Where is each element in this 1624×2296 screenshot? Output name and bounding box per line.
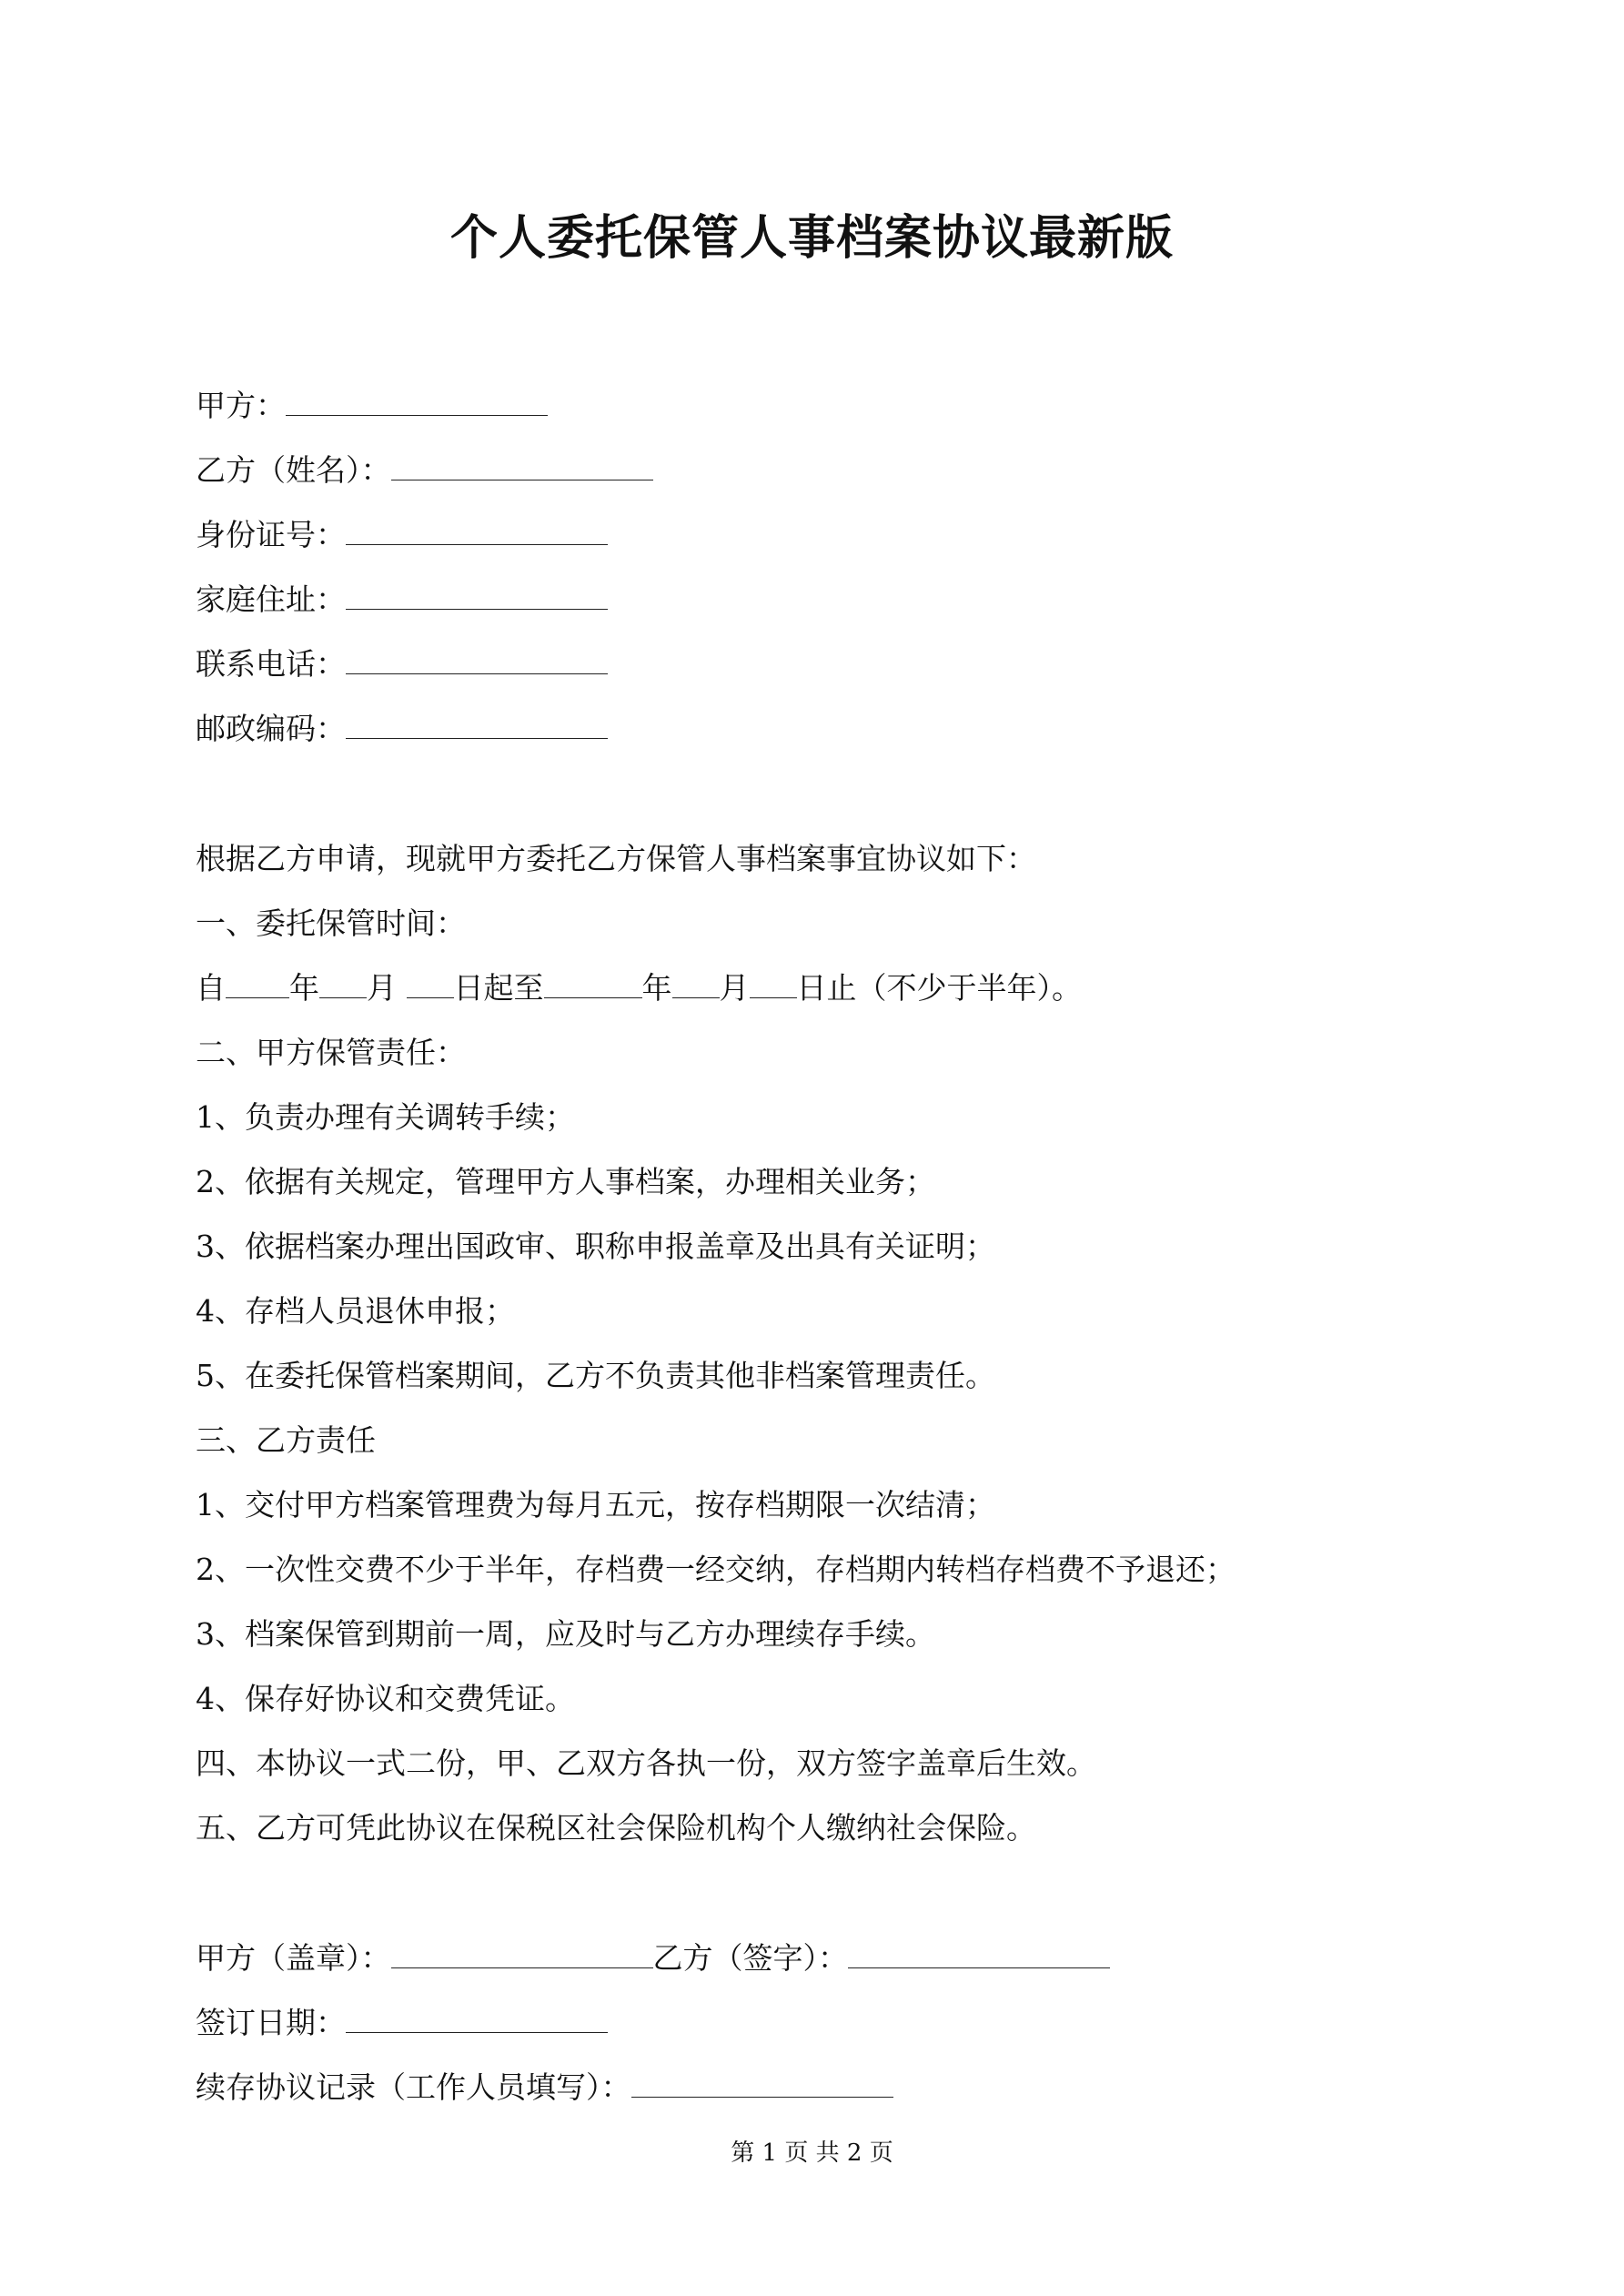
section2-item: 1、负责办理有关调转手续； — [196, 1099, 575, 1135]
period-month2: 月 — [719, 970, 750, 1006]
party-b-label: 乙方（姓名）： — [196, 452, 391, 488]
signature-line — [196, 1938, 1110, 1978]
sign-date-label: 签订日期： — [196, 2005, 346, 2040]
section3-item: 2、一次性交费不少于半年，存档费一经交纳，存档期内转档存档费不予退还； — [196, 1552, 1236, 1587]
period-from: 自 — [196, 970, 226, 1006]
sign-date-field[interactable] — [346, 2005, 608, 2033]
phone-field[interactable] — [346, 646, 608, 674]
phone-label: 联系电话： — [196, 646, 346, 682]
renewal-record-field[interactable] — [631, 2069, 893, 2098]
section5-text: 五、乙方可凭此协议在保税区社会保险机构个人缴纳社会保险。 — [196, 1810, 1036, 1846]
party-b-name-field[interactable] — [391, 452, 653, 480]
period-year1: 年 — [289, 970, 319, 1006]
section2-heading: 二、甲方保管责任： — [196, 1035, 466, 1070]
renewal-record-line — [196, 2068, 893, 2108]
address-label: 家庭住址： — [196, 582, 346, 617]
end-day-field[interactable] — [750, 970, 797, 998]
end-year-field[interactable] — [544, 970, 642, 998]
section4-text: 四、本协议一式二份，甲、乙双方各执一份，双方签字盖章后生效。 — [196, 1745, 1096, 1781]
section2-item: 3、依据档案办理出国政审、职称申报盖章及出具有关证明； — [196, 1229, 995, 1264]
party-b-sign-field[interactable] — [848, 1940, 1110, 1968]
party-b-sign-label: 乙方（签字）： — [652, 1940, 848, 1976]
party-a-seal-label: 甲方（盖章）： — [196, 1940, 391, 1976]
end-month-field[interactable] — [672, 970, 720, 998]
page-footer: 第 1 页 共 2 页 — [731, 2139, 893, 2167]
period-day2-end: 日止（不少于半年）。 — [796, 970, 1082, 1006]
section3-heading: 三、乙方责任 — [196, 1422, 376, 1458]
id-number-label: 身份证号： — [196, 517, 346, 552]
period-day1-to: 日起至 — [453, 970, 544, 1006]
id-number-line — [196, 515, 608, 555]
period-year2: 年 — [641, 970, 672, 1006]
address-field[interactable] — [346, 582, 608, 610]
party-b-line — [196, 450, 653, 491]
section2-item: 4、存档人员退休申报； — [196, 1293, 515, 1329]
party-a-seal-field[interactable] — [391, 1940, 653, 1968]
postcode-line — [196, 709, 608, 749]
party-a-line — [196, 386, 548, 426]
start-day-field[interactable] — [407, 970, 454, 998]
intro-text: 根据乙方申请，现就甲方委托乙方保管人事档案事宜协议如下： — [196, 841, 1036, 876]
document-title: 个人委托保管人事档案协议最新版 — [449, 211, 1174, 266]
section3-item: 3、档案保管到期前一周，应及时与乙方办理续存手续。 — [196, 1616, 935, 1652]
party-a-field[interactable] — [286, 388, 548, 416]
party-a-label: 甲方： — [196, 388, 286, 423]
start-month-field[interactable] — [319, 970, 367, 998]
section2-item: 5、在委托保管档案期间，乙方不负责其他非档案管理责任。 — [196, 1358, 995, 1393]
custody-period-line — [196, 968, 1082, 1008]
start-year-field[interactable] — [226, 970, 289, 998]
renewal-record-label: 续存协议记录（工作人员填写）： — [196, 2069, 631, 2105]
section2-item: 2、依据有关规定，管理甲方人事档案，办理相关业务； — [196, 1164, 935, 1199]
postcode-field[interactable] — [346, 711, 608, 739]
section1-heading: 一、委托保管时间： — [196, 905, 466, 941]
section3-item: 4、保存好协议和交费凭证。 — [196, 1681, 575, 1716]
phone-line — [196, 644, 608, 684]
postcode-label: 邮政编码： — [196, 711, 346, 746]
address-line — [196, 580, 608, 620]
sign-date-line — [196, 2003, 608, 2043]
section3-item: 1、交付甲方档案管理费为每月五元，按存档期限一次结清； — [196, 1487, 995, 1522]
period-month1: 月 — [367, 970, 397, 1006]
id-number-field[interactable] — [346, 517, 608, 545]
